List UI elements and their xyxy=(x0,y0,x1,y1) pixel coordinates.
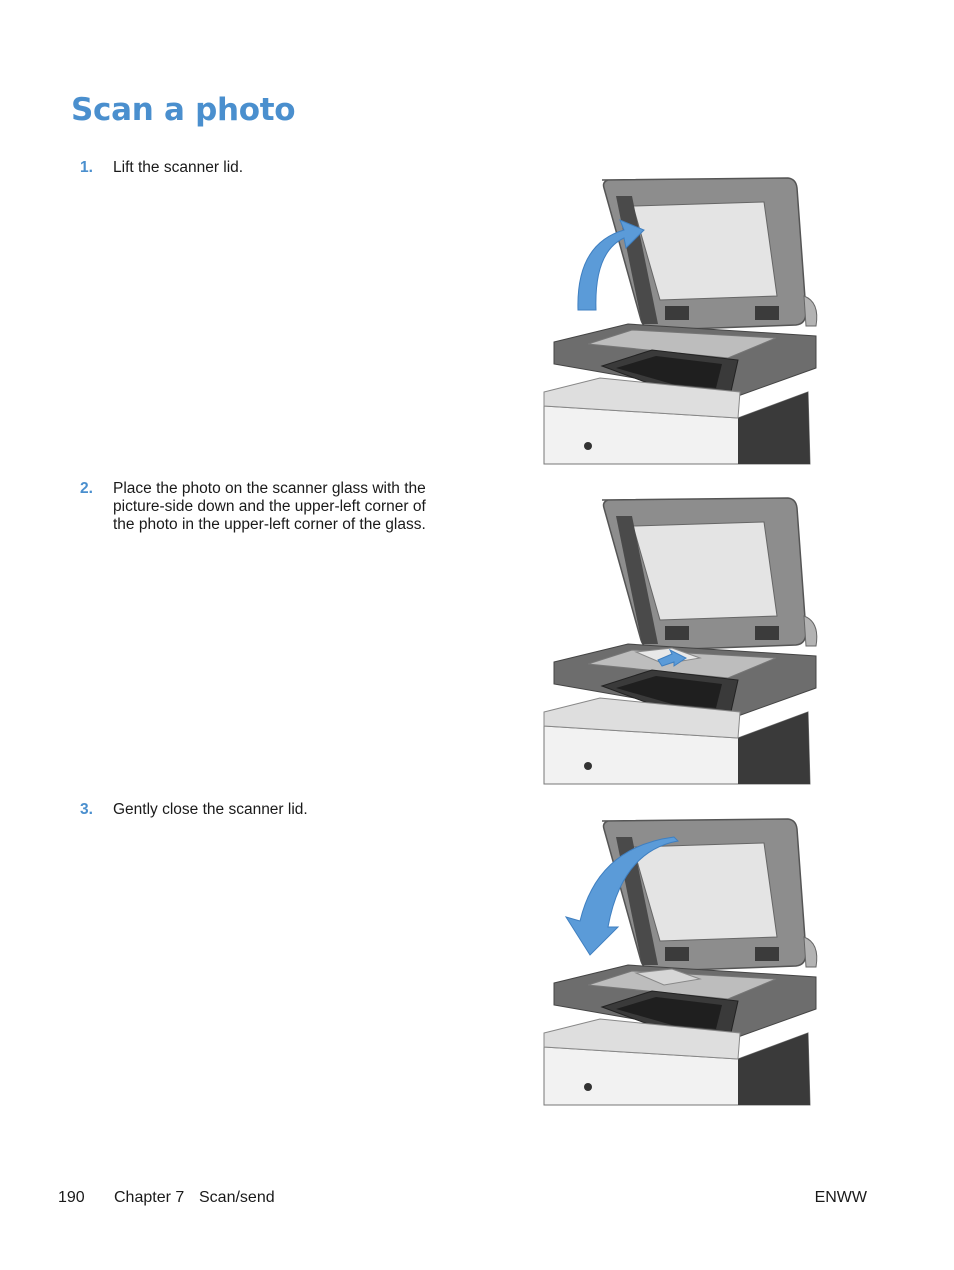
page-title: Scan a photo xyxy=(71,92,296,128)
step-number: 1. xyxy=(80,159,93,176)
footer-doc-code: ENWW xyxy=(814,1189,867,1206)
step-number: 2. xyxy=(80,480,93,497)
step-text: Gently close the scanner lid. xyxy=(113,801,308,818)
step-text: Place the photo on the scanner glass with the picture-side down and the upper-left corner of the photo in the upper-left corner of the glass. xyxy=(113,480,426,533)
step-text: Lift the scanner lid. xyxy=(113,159,244,176)
printer-icon xyxy=(544,498,817,784)
printer-illustration-lift-lid xyxy=(540,174,825,466)
footer-chapter: Chapter 7 xyxy=(114,1189,185,1206)
step-number: 3. xyxy=(80,801,93,818)
printer-icon xyxy=(544,819,817,1105)
footer-page-number: 190 xyxy=(58,1189,85,1206)
footer-section: Scan/send xyxy=(199,1189,275,1206)
printer-icon xyxy=(544,178,817,464)
printer-illustration-close-lid xyxy=(540,815,825,1107)
printer-illustration-place-photo xyxy=(540,494,825,786)
